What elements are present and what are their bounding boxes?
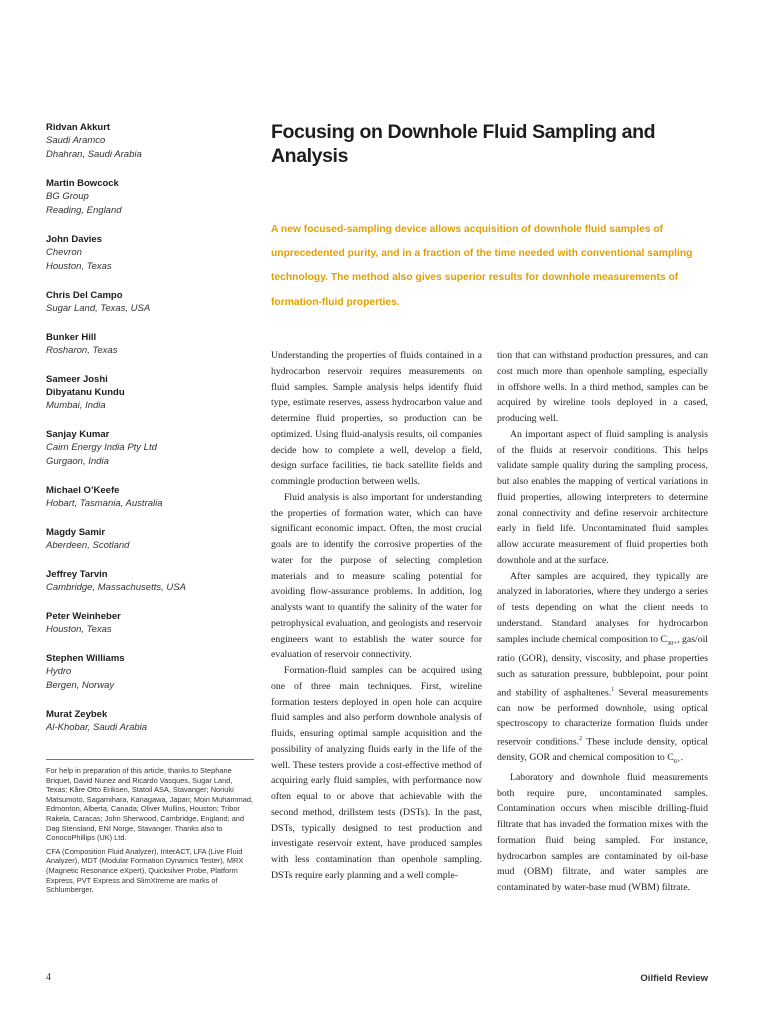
author-location: Hobart, Tasmania, Australia xyxy=(46,498,163,509)
journal-name: Oilfield Review xyxy=(640,973,708,984)
author-location: Mumbai, India xyxy=(46,400,106,411)
body-text: Several measurements can now be performed downhole, using optical spectroscopy to characterize formation fluids under reservoir conditions. xyxy=(497,686,708,748)
article-title: Focusing on Downhole Fluid Sampling and Analysis xyxy=(271,121,656,167)
author-name: Chris Del Campo xyxy=(46,290,123,301)
author-entry xyxy=(46,428,246,469)
author-location: Sugar Land, Texas, USA xyxy=(46,303,151,314)
author-entry xyxy=(46,177,246,218)
author-entry xyxy=(46,289,246,316)
author-name: Peter Weinheber xyxy=(46,611,121,622)
reference-mark: 1 xyxy=(611,686,615,693)
author-name: John Davies xyxy=(46,234,102,245)
acknowledgment-thanks: For help in preparation of this article, thanks to Stephane Briquet, David Nunez and Ricardo Vasques, Sugar Land, Texas; Kåre Otto Eriksen, Statoil ASA, Stavanger; Noriuki Matsumoto, Sagamihara, Kanagawa, Japan; Moin Muhammad, Edmonton, Alberta, Canada; Oliver Mullins, Houston; Tribor Rakela, Caracas; John Sherwood, Cambridge, England; and Dag Stensland, ENI Norge, Stavanger. Thanks also to ConocoPhillips (UK) Ltd. xyxy=(46,766,254,843)
author-name: Sameer Joshi xyxy=(46,374,108,385)
author-location: Al-Khobar, Saudi Arabia xyxy=(46,722,148,733)
body-text: . xyxy=(680,752,684,764)
author-affiliation: BG Group xyxy=(46,191,89,202)
author-name: Stephen Williams xyxy=(46,653,125,664)
body-text: After samples are acquired, they typically are analyzed in laboratories, where they undergo a series of tests depending on what the client needs to understand. Standard analyses for hydrocarbon samples include chemical composition to C xyxy=(497,570,708,645)
article-deck: A new focused-sampling device allows acquisition of downhole fluid samples of unprecedented purity, and in a fraction of the time needed with conventional sampling technology. The method also gives superior results for downhole measurements of formation-fluid properties. xyxy=(271,224,693,308)
author-location: Bergen, Norway xyxy=(46,680,115,691)
reference-mark: 2 xyxy=(579,736,583,743)
author-list xyxy=(46,121,246,750)
body-paragraph: Understanding the properties of fluids contained in a hydrocarbon reservoir requires measurements on fluid samples. Sample analysis helps identify fluid type, estimate reserves, assess hydrocarbon value and determine fluid properties, so production can be optimized. Using fluid-analysis results, oil companies decide how to complete a well, develop a field, design surface facilities, tie back satellite fields and commingle production between wells. xyxy=(271,350,482,487)
author-affiliation: Cairn Energy India Pty Ltd xyxy=(46,442,157,453)
author-affiliation: Hydro xyxy=(46,666,72,677)
author-entry xyxy=(46,568,246,595)
author-location: Dhahran, Saudi Arabia xyxy=(46,149,142,160)
author-location: Gurgaon, India xyxy=(46,456,109,467)
body-paragraph: tion that can withstand production pressures, and can cost much more than openhole sampling, especially in offshore wells. In a third method, samples can be acquired by wireline tools deployed in a cased, producing well. xyxy=(497,350,708,424)
page-number: 4 xyxy=(46,972,51,983)
author-entry xyxy=(46,233,246,274)
author-name: Bunker Hill xyxy=(46,332,97,343)
author-location: Reading, England xyxy=(46,205,122,216)
body-paragraph xyxy=(497,569,708,770)
author-entry xyxy=(46,610,246,637)
body-paragraph: Formation-fluid samples can be acquired using one of three main techniques. First, wireline formation testers deployed in open hole can acquire fluid samples and also perform downhole analysis of fluids, ensuring optimal sample acquisition and the possibility of analyzing fluids early in the life of the well. These testers provide a cost-effective method of acquiring early fluid samples, with performance now often equal to or above that achievable with the second method, drillstem tests (DSTs). In the past, DSTs, typically designed to test production and investigate reservoir extent, have produced samples with less contamination than openhole sampling. DSTs require early planning and a well comple- xyxy=(271,665,482,881)
body-column-left xyxy=(271,348,482,884)
author-entry xyxy=(46,331,246,358)
body-text: , gas/oil ratio (GOR), density, viscosity, and phase properties such as saturation pressure, bubblepoint, pour point and stability of asphaltenes. xyxy=(497,633,708,698)
author-name: Jeffrey Tarvin xyxy=(46,569,108,580)
author-name: Martin Bowcock xyxy=(46,178,119,189)
author-location: Aberdeen, Scotland xyxy=(46,540,130,551)
acknowledgment-note xyxy=(46,759,254,899)
trademark-notice: CFA (Composition Fluid Analyzer), InterACT, LFA (Live Fluid Analyzer), MDT (Modular Formation Dynamics Tester), MRX (Magnetic Resonance eXpert), Quicksilver Probe, Platform Express, PVT Express and SlimXtreme are marks of Schlumberger. xyxy=(46,846,244,895)
subscript: 6+ xyxy=(673,758,681,766)
author-name: Ridvan Akkurt xyxy=(46,122,111,133)
author-entry xyxy=(46,484,246,511)
author-name: Sanjay Kumar xyxy=(46,429,110,440)
body-column-right xyxy=(497,348,708,896)
body-paragraph: Fluid analysis is also important for understanding the properties of formation water, which can have significant economic impact. Often, the most crucial goals are to identify the corrosive properties of the water for the purpose of selecting completion materials and to measure scaling potential for avoiding flow-assurance problems. In addition, log analysts want to quantify the salinity of the water for petrophysical evaluation, and geologists and reservoir engineers want to establish the water source for evaluation of reservoir connectivity. xyxy=(271,491,482,661)
author-location: Houston, Texas xyxy=(46,261,112,272)
author-location: Houston, Texas xyxy=(46,624,112,635)
body-paragraph: An important aspect of fluid sampling is analysis of the fluids at reservoir conditions. This helps validate sample quality during the sampling process, but also enables the mapping of vertical variations in fluid properties, allowing interpreters to determine zonal connectivity and define reservoir architecture early in field life. Uncontaminated fluid samples allow accurate measurement of fluid properties both downhole and at the surface. xyxy=(497,428,708,566)
author-location: Rosharon, Texas xyxy=(46,345,118,356)
body-paragraph: Laboratory and downhole fluid measurements both require pure, uncontaminated samples. Contamination occurs when miscible drilling-fluid filtrate that has invaded the formation mixes with the formation fluid being sampled. For instance, hydrocarbon samples are contaminated by oil-base mud (OBM) filtrate, and water samples are contaminated by water-base mud (WBM) filtrate. xyxy=(497,771,708,894)
subscript: 30+ xyxy=(666,639,678,647)
author-name: Murat Zeybek xyxy=(46,709,108,720)
author-name: Magdy Samir xyxy=(46,527,106,538)
author-entry xyxy=(46,121,246,162)
author-entry xyxy=(46,373,246,413)
body-text: These include density, optical density, GOR and chemical composition to C xyxy=(497,736,708,764)
author-entry xyxy=(46,708,246,735)
author-name: Dibyatanu Kundu xyxy=(46,387,125,398)
author-location: Cambridge, Massachusetts, USA xyxy=(46,582,186,593)
author-name: Michael O’Keefe xyxy=(46,485,120,496)
author-affiliation: Saudi Aramco xyxy=(46,135,106,146)
author-entry xyxy=(46,652,246,693)
author-affiliation: Chevron xyxy=(46,247,82,258)
author-entry xyxy=(46,526,246,553)
